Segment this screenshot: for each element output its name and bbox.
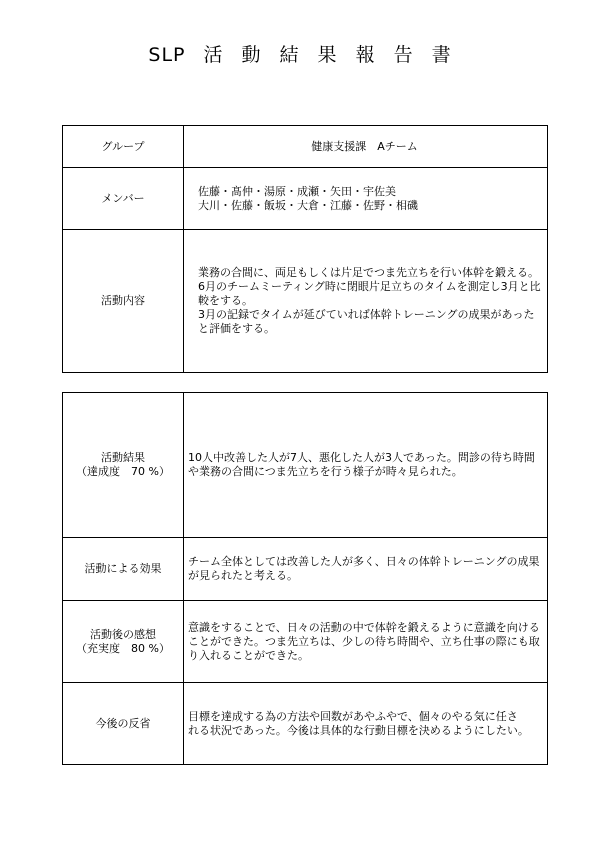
activity-content-label: 活動内容	[63, 230, 184, 373]
reflection-line: れる状況であった。今後は具体的な行動目標を決めるようにしたい。	[188, 723, 529, 737]
members-label: メンバー	[63, 168, 184, 230]
group-label: グループ	[63, 126, 184, 168]
title-char: 果	[317, 44, 338, 66]
impression-line: ことができた。つま先立ちは、少しの待ち時間や、立ち仕事の際にも取	[188, 634, 540, 648]
effect-line: が見られたと考える。	[188, 569, 298, 582]
title-char: 動	[241, 44, 262, 66]
reflection-line: 目標を達成する為の方法や回数があやふやで、個々のやる気に任さ	[188, 709, 518, 723]
reflection-label: 今後の反省	[63, 683, 184, 765]
impression-line: り入れることができた。	[188, 648, 309, 662]
title-char: 活	[203, 44, 224, 66]
members-row	[63, 168, 548, 230]
result-line: 10人中改善した人が7人、悪化した人が3人であった。問診の待ち時間	[188, 451, 535, 464]
effect-label: 活動による効果	[63, 538, 184, 601]
impression-label	[63, 601, 184, 683]
activity-content-line: 較をする。	[198, 294, 253, 307]
title-char: 告	[393, 44, 414, 66]
activity-content-row	[63, 230, 548, 373]
activity-content-line: 業務の合間に、両足もしくは片足でつま先立ちを行い体幹を鍛える。	[198, 266, 539, 279]
activity-content-line: 3月の記録でタイムが延びていれば体幹トレーニングの成果があった	[198, 308, 535, 321]
activity-content-line: 6月のチームミーティング時に閉眼片足立ちのタイムを測定し3月と比	[198, 280, 541, 293]
reflection-value	[184, 683, 548, 765]
title-char: SLP	[148, 44, 186, 66]
result-value	[184, 393, 548, 538]
impression-line: 意識をすることで、日々の活動の中で体幹を鍛えるように意識を向ける	[188, 620, 540, 634]
info-table	[62, 125, 548, 373]
title-char: 結	[279, 44, 300, 66]
title-char: 書	[431, 44, 452, 66]
page-title	[0, 40, 600, 67]
activity-content-line: と評価をする。	[198, 322, 275, 335]
result-label-line: 活動結果	[101, 451, 145, 464]
members-line: 佐藤・髙仲・湯原・成瀬・矢田・宇佐美	[198, 184, 396, 198]
title-char: 報	[355, 44, 376, 66]
result-label-line: （達成度 70 %）	[76, 465, 170, 478]
effect-row	[63, 538, 548, 601]
results-table	[62, 392, 548, 765]
impression-label-line: 活動後の感想	[90, 627, 156, 641]
reflection-row	[63, 683, 548, 765]
impression-label-line: （充実度 80 %）	[76, 641, 170, 655]
result-line: や業務の合間につま先立ちを行う様子が時々見られた。	[188, 465, 463, 478]
group-row	[63, 126, 548, 168]
group-value: 健康支援課 Aチーム	[184, 126, 548, 168]
result-label	[63, 393, 184, 538]
effect-line: チーム全体としては改善した人が多く、日々の体幹トレーニングの成果	[188, 555, 540, 568]
members-line: 大川・佐藤・飯坂・大倉・江藤・佐野・相磯	[198, 198, 418, 212]
effect-value	[184, 538, 548, 601]
impression-row	[63, 601, 548, 683]
activity-content-value	[184, 230, 548, 373]
impression-value	[184, 601, 548, 683]
members-value	[184, 168, 548, 230]
result-row	[63, 393, 548, 538]
